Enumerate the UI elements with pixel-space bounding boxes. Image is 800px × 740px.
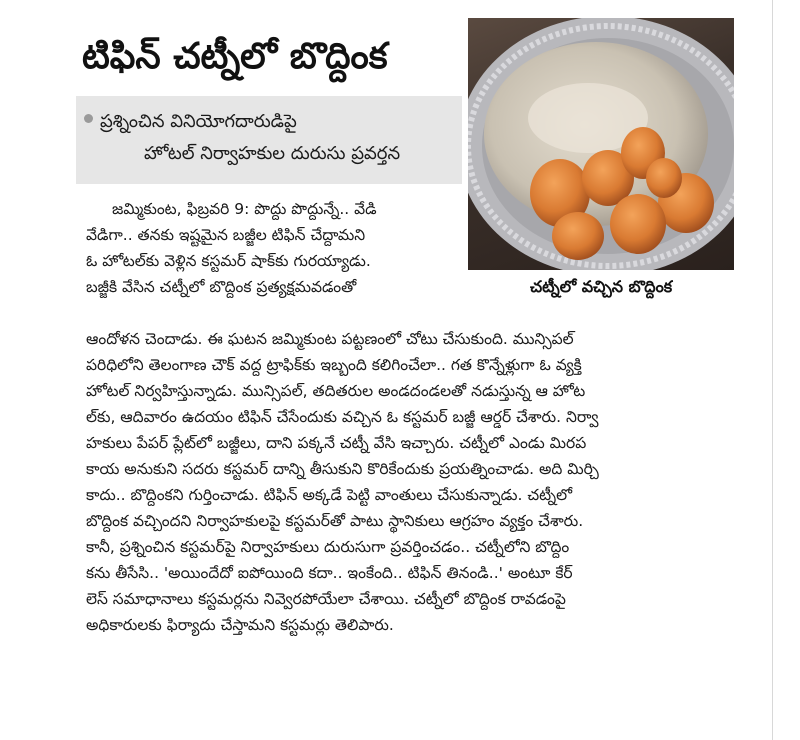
bullet-icon — [84, 114, 93, 123]
body-line: హకులు పేపర్‌ ప్లేట్‌లో బజ్జీలు, దాని పక్కనే చట్నీ వేసి ఇచ్చారు. చట్నీలో ఎండు మిరప — [86, 434, 587, 452]
photo-caption: చట్నీలో వచ్చిన బొద్దింక — [529, 277, 673, 296]
subheadline-line-2: హోటల్‌ నిర్వాహకుల దురుసు ప్రవర్తన — [144, 143, 401, 164]
article-headline: టిఫిన్‌ చట్నీలో బొద్దింక — [82, 36, 388, 77]
body-line: హోటల్‌ నిర్వహిస్తున్నాడు. మున్సిపల్‌, తదితరుల అండదండలతో నడుస్తున్న ఆ హోట — [86, 382, 586, 400]
news-photo-chutney-plate — [468, 18, 734, 270]
subheadline-line-1: ప్రశ్నించిన వినియోగదారుడిపై — [100, 111, 297, 132]
body-line: ఆందోళన చెందాడు. ఈ ఘటన జమ్మికుంట పట్టణంలో చోటు చేసుకుంది. మున్సిపల్‌ — [86, 330, 574, 348]
body-line: అధికారులకు ఫిర్యాదు చేస్తామని కస్టమర్లు తెలిపారు. — [86, 616, 394, 634]
body-line: బజ్జీకి వేసిన చట్నీలో బొద్దింక ప్రత్యక్షమవడంతో — [86, 278, 357, 296]
body-line: బొద్దింక వచ్చిందని నిర్వాహకులపై కస్టమర్‌తో పాటు స్థానికులు ఆగ్రహం వ్యక్తం చేశారు. — [86, 512, 584, 530]
body-line: కానీ, ప్రశ్నించిన కస్టమర్‌పై నిర్వాహకులు దురుసుగా ప్రవర్తించడం.. చట్నీలోని బొద్దిం — [86, 538, 570, 556]
body-line: పరిధిలోని తెలంగాణ చౌక్‌ వద్ద ట్రాఫిక్‌కు ఇబ్బంది కలిగించేలా.. గత కొన్నేళ్లుగా ఓ వ్యక్తి — [86, 356, 582, 374]
article-subheadline — [76, 96, 462, 184]
body-line: జమ్మికుంట, ఫిబ్రవరి 9: పొద్దు పొద్దున్నే.. వేడి — [112, 200, 377, 218]
article-body-narrow — [86, 196, 458, 300]
body-line: లెస్‌ సమాధానాలు కస్టమర్లను నివ్వెరపోయేలా చేశాయి. చట్నీలో బొద్దింక రావడంపై — [86, 590, 566, 608]
body-line: ఓ హోటల్‌కు వెళ్లిన కస్టమర్‌ షాక్‌కు గురయ్యాడు. — [86, 252, 371, 270]
body-line: కాదు.. బొద్దింకని గుర్తించాడు. టిఫిన్‌ అక్కడే పెట్టి వాంతులు చేసుకున్నాడు. చట్నీలో — [86, 486, 573, 504]
column-divider — [772, 0, 773, 740]
body-line: కాయ అనుకుని సదరు కస్టమర్‌ దాన్ని తీసుకుని కొరికేందుకు ప్రయత్నించాడు. అది మిర్చి — [86, 460, 599, 478]
body-line: కను తీసేసి.. 'అయిందేదో ఐపోయింది కదా.. ఇంకేంది.. టిఫిన్‌ తినండి..' అంటూ కేర్‌ — [86, 564, 573, 582]
body-line: వేడిగా.. తనకు ఇష్టమైన బజ్జీల టిఫిన్‌ చేద్దామని — [86, 226, 366, 244]
body-line: ల్‌కు, ఆదివారం ఉదయం టిఫిన్‌ చేసేందుకు వచ్చిన ఓ కస్టమర్‌ బజ్జీ ఆర్డర్‌ చేశారు. నిర్వా — [86, 408, 599, 426]
article-body-wide — [86, 326, 756, 638]
chutney-plate-illustration — [468, 18, 734, 270]
